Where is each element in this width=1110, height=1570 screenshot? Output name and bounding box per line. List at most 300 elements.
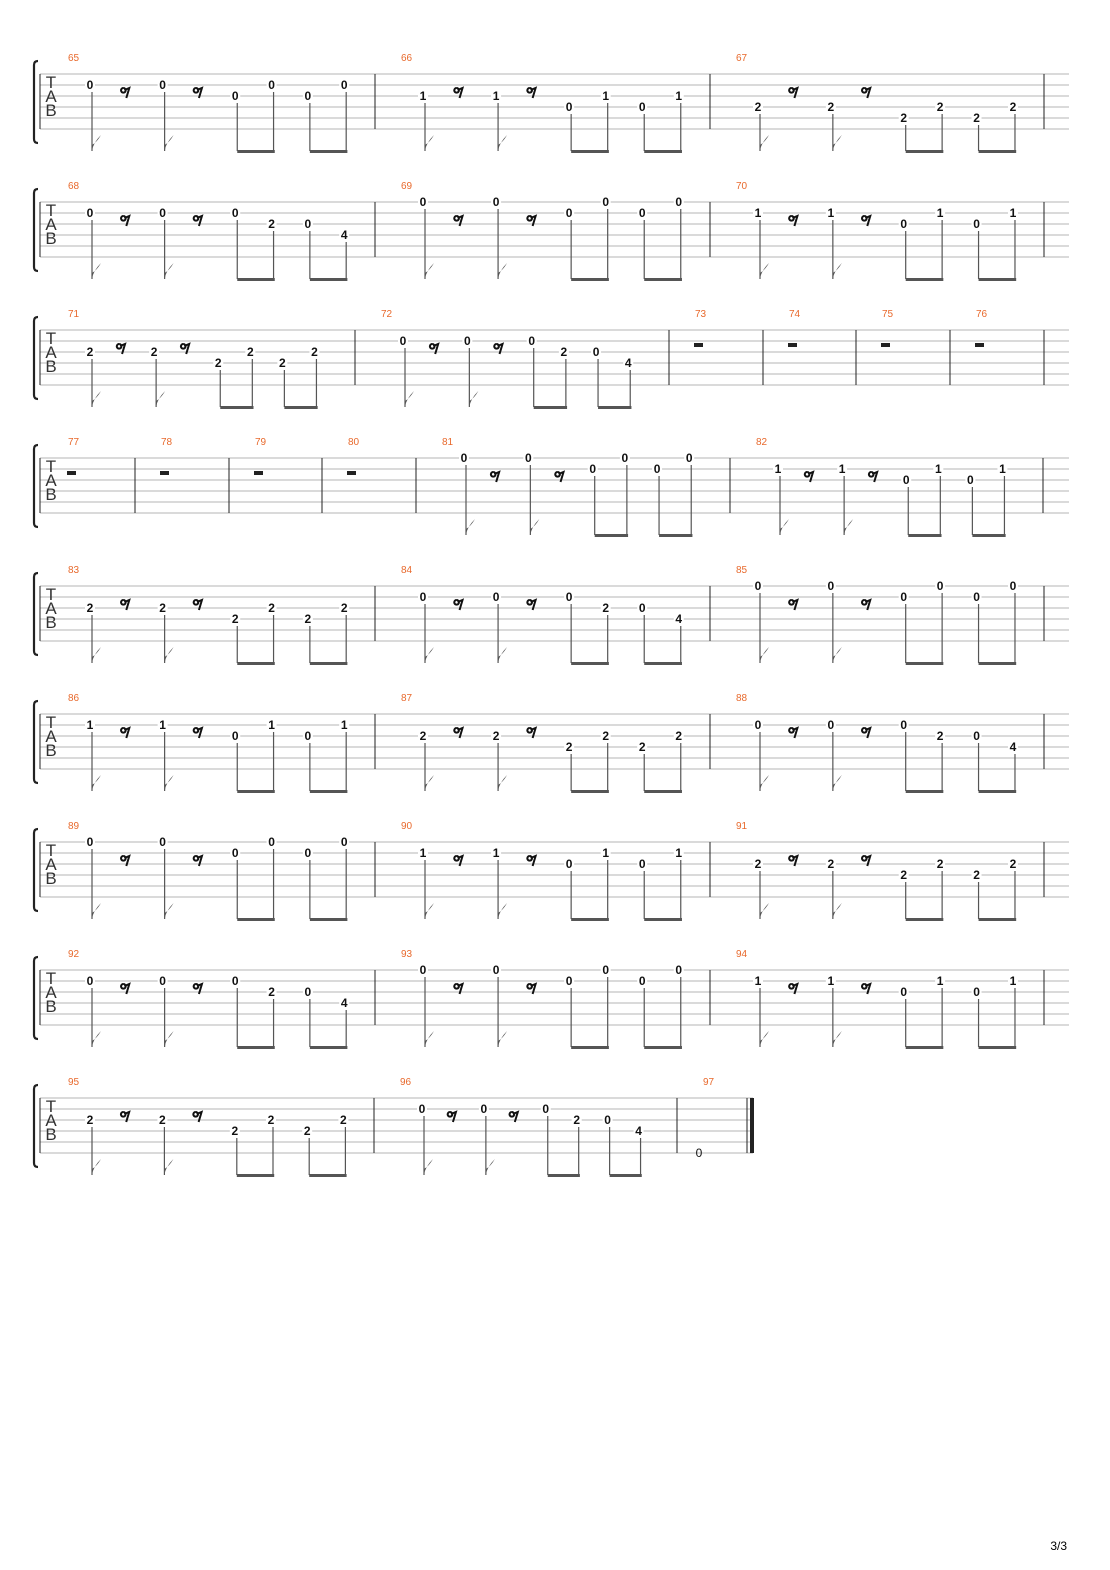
fret-number: 0 (304, 729, 312, 743)
eighth-flag-icon (498, 135, 507, 151)
tab-clef-letter: T (45, 457, 57, 476)
measure-number: 77 (68, 437, 80, 448)
fret-number: 0 (86, 835, 94, 849)
fret-number: 2 (973, 868, 980, 882)
fret-number: 1 (754, 206, 762, 220)
eighth-flag-icon (498, 775, 507, 791)
fret-number: 0 (827, 579, 835, 593)
tab-system (34, 53, 1069, 153)
eighth-flag-icon (833, 775, 842, 791)
fret-number: 1 (159, 718, 166, 732)
fret-number: 0 (638, 206, 646, 220)
eighth-flag-icon (92, 391, 101, 407)
note-beam (979, 150, 1017, 153)
measure-number: 70 (736, 181, 748, 192)
tab-clef-letter: A (45, 87, 57, 106)
measure-number: 87 (401, 693, 413, 704)
eighth-flag-icon (833, 1031, 842, 1047)
eighth-flag-icon (92, 903, 101, 919)
fret-number: 2 (827, 100, 835, 114)
fret-number: 4 (1009, 740, 1017, 754)
note-beam (237, 662, 275, 665)
whole-rest-icon (694, 343, 703, 347)
measure-number: 81 (442, 437, 454, 448)
measure-number: 97 (703, 1077, 715, 1088)
fret-number: 1 (602, 89, 610, 103)
measure (736, 565, 1044, 665)
tab-clef-letter: A (45, 855, 57, 874)
note-beam (310, 790, 348, 793)
fret-number: 0 (304, 985, 312, 999)
measure-number: 68 (68, 181, 80, 192)
measure-number: 76 (976, 309, 988, 320)
fret-number: 0 (565, 100, 573, 114)
note-beam (979, 1046, 1017, 1049)
note-beam (548, 1174, 580, 1177)
fret-number: 2 (86, 601, 94, 615)
tab-clef-letter: A (45, 727, 57, 746)
fret-number: 0 (86, 78, 94, 92)
fret-number: 0 (231, 89, 239, 103)
eighth-flag-icon (425, 903, 434, 919)
note-beam (906, 918, 944, 921)
measure-number: 89 (68, 821, 80, 832)
tab-clef-letter: A (45, 599, 57, 618)
measure-number: 78 (161, 437, 173, 448)
tab-system (34, 181, 1069, 281)
measure-number: 67 (736, 53, 748, 64)
fret-number: 4 (340, 996, 348, 1010)
tab-clef-letter: B (45, 997, 57, 1016)
measure-number: 69 (401, 181, 413, 192)
fret-number: 0 (589, 462, 597, 476)
fret-number: 0 (528, 334, 536, 348)
system-bracket (34, 189, 38, 271)
note-beam (309, 1174, 346, 1177)
fret-number: 2 (754, 857, 762, 871)
fret-number: 0 (973, 729, 980, 743)
note-beam (237, 278, 275, 281)
fret-number: 2 (311, 345, 318, 359)
fret-number: 2 (419, 729, 427, 743)
fret-number: 2 (754, 100, 762, 114)
fret-number: 2 (973, 111, 980, 125)
eighth-flag-icon (425, 775, 434, 791)
measure-number: 93 (401, 949, 413, 960)
fret-number: 0 (902, 473, 910, 487)
fret-number: 2 (602, 729, 610, 743)
eighth-flag-icon (466, 519, 475, 535)
eighth-flag-icon (530, 519, 539, 535)
fret-number: 0 (602, 963, 610, 977)
fret-number: 2 (1009, 100, 1017, 114)
fret-number: 2 (150, 345, 158, 359)
note-beam (310, 1046, 348, 1049)
fret-number: 0 (418, 1102, 426, 1116)
fret-number: 0 (231, 729, 239, 743)
tab-clef-letter: A (45, 215, 57, 234)
note-beam (571, 150, 609, 153)
note-beam (237, 1174, 274, 1177)
fret-number: 0 (900, 590, 908, 604)
note-beam (237, 1046, 275, 1049)
fret-number: 2 (936, 857, 944, 871)
measure (736, 181, 1044, 281)
note-beam (571, 662, 609, 665)
fret-number: 0 (653, 462, 661, 476)
tab-system (34, 437, 1069, 537)
fret-number: 0 (973, 590, 980, 604)
measure (400, 1077, 677, 1177)
fret-number: 0 (675, 963, 683, 977)
fret-number: 2 (1009, 857, 1017, 871)
fret-number: 0 (340, 835, 348, 849)
eighth-flag-icon (425, 647, 434, 663)
fret-number: 2 (268, 217, 275, 231)
measure (736, 949, 1044, 1049)
eighth-flag-icon (165, 903, 174, 919)
fret-number: 1 (754, 974, 762, 988)
fret-number: 0 (900, 217, 908, 231)
note-beam (571, 790, 609, 793)
note-beam (906, 150, 944, 153)
measure (442, 437, 730, 537)
fret-number: 0 (492, 195, 500, 209)
tab-clef-letter: A (45, 471, 57, 490)
measure-number: 72 (381, 309, 393, 320)
system-bracket (34, 1085, 38, 1167)
fret-number: 2 (86, 345, 94, 359)
fret-number: 0 (159, 78, 166, 92)
tab-system (34, 821, 1069, 921)
whole-rest-icon (975, 343, 984, 347)
fret-number: 1 (1009, 974, 1017, 988)
fret-number: 0 (565, 857, 573, 871)
measure-number: 95 (68, 1077, 80, 1088)
eighth-flag-icon (498, 263, 507, 279)
fret-number: 2 (86, 1113, 94, 1127)
measure-number: 85 (736, 565, 748, 576)
measure (696, 1077, 754, 1160)
fret-number: 2 (246, 345, 254, 359)
eighth-flag-icon (833, 135, 842, 151)
fret-number: 2 (279, 356, 286, 370)
measure (401, 53, 710, 153)
fret-number: 0 (268, 835, 275, 849)
system-bracket (34, 445, 38, 527)
fret-number: 2 (492, 729, 500, 743)
fret-number: 1 (934, 462, 942, 476)
measure (68, 181, 375, 281)
fret-number: 0 (827, 718, 835, 732)
measure-number: 94 (736, 949, 748, 960)
fret-number: 0 (419, 590, 427, 604)
whole-rest-icon (67, 471, 76, 475)
eighth-flag-icon (165, 263, 174, 279)
fret-number: 0 (936, 579, 944, 593)
fret-number: 0 (638, 857, 646, 871)
fret-number: 0 (900, 718, 908, 732)
note-beam (979, 918, 1017, 921)
tab-clef-letter: T (45, 329, 57, 348)
measure (401, 565, 710, 665)
fret-number: 4 (635, 1124, 642, 1138)
fret-number: 4 (675, 612, 683, 626)
fret-number: 2 (936, 729, 944, 743)
tab-clef-letter: B (45, 229, 57, 248)
measure-number: 80 (348, 437, 360, 448)
eighth-flag-icon (486, 1159, 495, 1175)
tab-clef-letter: T (45, 73, 57, 92)
note-beam (571, 1046, 609, 1049)
note-beam (906, 1046, 944, 1049)
measure (401, 949, 710, 1049)
measure (736, 53, 1044, 153)
note-beam (644, 1046, 682, 1049)
fret-number: 2 (573, 1113, 581, 1127)
measure (736, 821, 1044, 921)
measure (68, 309, 355, 409)
fret-number: 0 (159, 835, 166, 849)
fret-number: 2 (159, 1113, 166, 1127)
tab-clef-letter: A (45, 983, 57, 1002)
eighth-flag-icon (760, 647, 769, 663)
fret-number: 0 (464, 334, 471, 348)
measure (68, 949, 375, 1049)
fret-number: 0 (86, 974, 94, 988)
eighth-flag-icon (498, 1031, 507, 1047)
fret-number: 1 (86, 718, 94, 732)
fret-number: 4 (624, 356, 632, 370)
eighth-flag-icon (425, 1031, 434, 1047)
fret-number: 0 (304, 846, 312, 860)
measure-number: 96 (400, 1077, 412, 1088)
fret-number: 1 (827, 974, 835, 988)
fret-number: 0 (967, 473, 974, 487)
measure (401, 693, 710, 793)
measure (68, 565, 375, 665)
note-beam (979, 790, 1017, 793)
fret-number: 0 (685, 451, 693, 465)
fret-number: 2 (638, 740, 646, 754)
fret-number: 0 (419, 963, 427, 977)
note-beam (310, 278, 348, 281)
eighth-flag-icon (405, 391, 414, 407)
fret-number: 0 (399, 334, 407, 348)
measure (68, 1077, 374, 1177)
eighth-flag-icon (92, 647, 101, 663)
measure-number: 75 (882, 309, 894, 320)
fret-number: 0 (675, 195, 683, 209)
fret-number: 1 (1009, 206, 1017, 220)
measure-number: 92 (68, 949, 80, 960)
note-beam (610, 1174, 642, 1177)
whole-rest-icon (788, 343, 797, 347)
fret-number: 0 (159, 206, 166, 220)
note-beam (571, 278, 609, 281)
fret-number: 0 (900, 985, 908, 999)
fret-number: 0 (304, 217, 312, 231)
note-beam (571, 918, 609, 921)
eighth-flag-icon (760, 1031, 769, 1047)
fret-number: 0 (604, 1113, 611, 1127)
tab-clef-letter: B (45, 357, 57, 376)
fret-number: 2 (303, 1124, 311, 1138)
note-beam (284, 406, 317, 409)
fret-number: 1 (838, 462, 846, 476)
tab-system (34, 949, 1069, 1049)
tab-clef-letter: T (45, 201, 57, 220)
eighth-flag-icon (780, 519, 789, 535)
eighth-flag-icon (760, 775, 769, 791)
eighth-flag-icon (833, 263, 842, 279)
fret-number: 2 (900, 868, 908, 882)
note-beam (220, 406, 253, 409)
fret-number: 0 (542, 1102, 550, 1116)
tab-clef-letter: B (45, 485, 57, 504)
eighth-flag-icon (165, 647, 174, 663)
note-beam (237, 150, 275, 153)
fret-number: 2 (900, 111, 908, 125)
fret-number: 1 (419, 846, 427, 860)
eighth-flag-icon (760, 903, 769, 919)
note-beam (534, 406, 567, 409)
tab-clef-letter: B (45, 741, 57, 760)
tab-clef-letter: B (45, 1125, 57, 1144)
fret-number: 2 (602, 601, 610, 615)
eighth-flag-icon (92, 1031, 101, 1047)
fret-number: 1 (340, 718, 348, 732)
eighth-flag-icon (833, 647, 842, 663)
measure (756, 437, 1043, 537)
fret-number: 0 (695, 1146, 703, 1160)
note-beam (644, 918, 682, 921)
measure (68, 693, 375, 793)
fret-number: 0 (231, 846, 239, 860)
fret-number: 1 (827, 206, 835, 220)
fret-number: 0 (1009, 579, 1017, 593)
system-bracket (34, 317, 38, 399)
fret-number: 2 (936, 100, 944, 114)
measure-number: 65 (68, 53, 80, 64)
note-beam (906, 790, 944, 793)
eighth-flag-icon (165, 775, 174, 791)
fret-number: 1 (602, 846, 610, 860)
whole-rest-icon (347, 471, 356, 475)
fret-number: 1 (419, 89, 427, 103)
note-beam (595, 534, 628, 537)
note-beam (979, 278, 1017, 281)
tab-system (34, 1077, 754, 1177)
note-beam (659, 534, 692, 537)
note-beam (972, 534, 1005, 537)
measure-number: 83 (68, 565, 80, 576)
eighth-flag-icon (844, 519, 853, 535)
fret-number: 0 (231, 974, 239, 988)
eighth-flag-icon (92, 775, 101, 791)
eighth-flag-icon (760, 263, 769, 279)
fret-number: 2 (304, 612, 312, 626)
measure-number: 90 (401, 821, 413, 832)
measure-number: 66 (401, 53, 413, 64)
system-bracket (34, 957, 38, 1039)
whole-rest-icon (881, 343, 890, 347)
tab-system (34, 565, 1069, 665)
fret-number: 2 (268, 985, 275, 999)
measure-number: 91 (736, 821, 748, 832)
fret-number: 2 (340, 1113, 347, 1127)
note-beam (644, 278, 682, 281)
fret-number: 2 (231, 1124, 239, 1138)
fret-number: 1 (774, 462, 782, 476)
measure-number: 88 (736, 693, 748, 704)
fret-number: 2 (827, 857, 835, 871)
fret-number: 0 (159, 974, 166, 988)
fret-number: 0 (231, 206, 239, 220)
tab-clef-letter: T (45, 1097, 57, 1116)
eighth-flag-icon (92, 263, 101, 279)
fret-number: 2 (560, 345, 568, 359)
note-beam (644, 662, 682, 665)
whole-rest-icon (254, 471, 263, 475)
fret-number: 4 (340, 228, 348, 242)
fret-number: 0 (268, 78, 275, 92)
fret-number: 2 (565, 740, 573, 754)
note-beam (644, 790, 682, 793)
measure (68, 821, 375, 921)
eighth-flag-icon (165, 1031, 174, 1047)
page-number: 3/3 (1050, 1539, 1067, 1553)
measure (736, 693, 1044, 793)
note-beam (908, 534, 941, 537)
fret-number: 0 (638, 601, 646, 615)
system-bracket (34, 573, 38, 655)
fret-number: 0 (565, 590, 573, 604)
eighth-flag-icon (833, 903, 842, 919)
fret-number: 0 (638, 974, 646, 988)
tab-clef-letter: A (45, 343, 57, 362)
measure-number: 82 (756, 437, 768, 448)
fret-number: 0 (492, 590, 500, 604)
note-beam (979, 662, 1017, 665)
fret-number: 2 (340, 601, 348, 615)
measure (381, 309, 669, 409)
fret-number: 2 (675, 729, 683, 743)
tab-clef-letter: T (45, 841, 57, 860)
measure-number: 73 (695, 309, 707, 320)
eighth-flag-icon (425, 135, 434, 151)
measure-number: 79 (255, 437, 267, 448)
measure (68, 53, 375, 153)
fret-number: 0 (492, 963, 500, 977)
fret-number: 1 (675, 846, 683, 860)
fret-number: 1 (492, 89, 500, 103)
fret-number: 0 (525, 451, 532, 465)
eighth-flag-icon (498, 903, 507, 919)
system-bracket (34, 701, 38, 783)
fret-number: 2 (267, 1113, 275, 1127)
fret-number: 1 (268, 718, 275, 732)
tab-clef-letter: T (45, 713, 57, 732)
note-beam (598, 406, 631, 409)
eighth-flag-icon (92, 135, 101, 151)
tab-clef-letter: B (45, 101, 57, 120)
measure-number: 84 (401, 565, 413, 576)
fret-number: 2 (159, 601, 166, 615)
note-beam (644, 150, 682, 153)
tab-clef-letter: B (45, 613, 57, 632)
tab-clef-letter: B (45, 869, 57, 888)
